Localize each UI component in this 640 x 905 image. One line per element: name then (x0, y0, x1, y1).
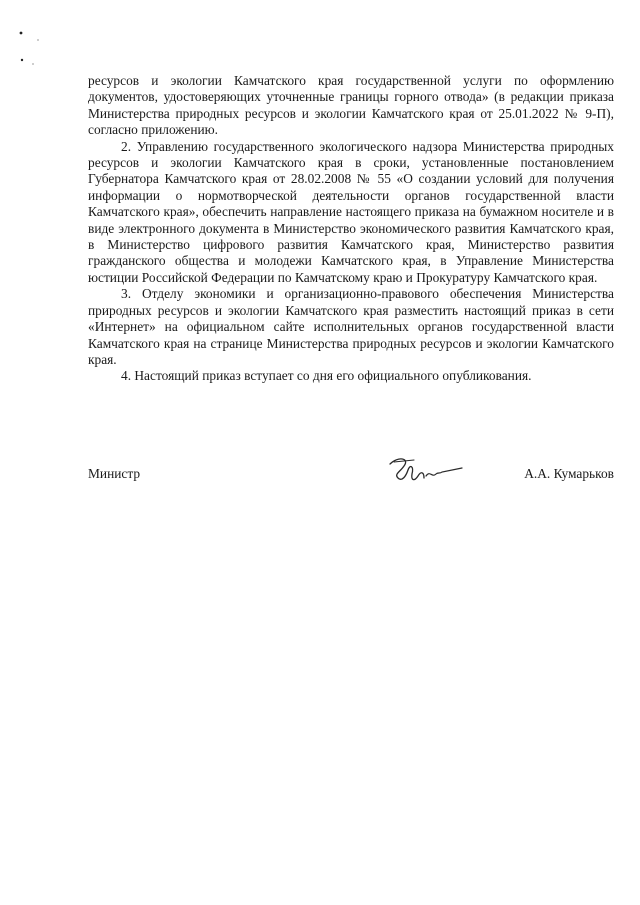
signature-block (88, 452, 614, 492)
signatory-role: Министр (88, 466, 141, 481)
paragraph-3: 3. Отделу экономики и организационно-правового обеспечения Министерства природных ресурсов и экологии Камчатского края разместить настоящий приказ в сети «Интернет» на официальном сайте исполнительных органов государственной власти Камчатского края на странице Министерства природных ресурсов и экологии Камчатского края. (88, 286, 614, 367)
paragraph-4: 4. Настоящий приказ вступает со дня его официального опубликования. (121, 368, 532, 384)
scan-specks (18, 30, 58, 70)
paragraph-2: 2. Управлению государственного экологического надзора Министерства природных ресурсов и экологии Камчатского края в сроки, установленные постановлением Губернатора Камчатского края от 28.02.2008 № 55 «О создании условий для получения информации о нормотворческой деятельности органов государственной власти Камчатского края», обеспечить направление настоящего приказа на бумажном носителе и в виде электронного документа в Министерство экономического развития Камчатского края, в Министерство цифрового развития Камчатского края, Министерство развития гражданского общества и молодежи Камчатского края, в Управление Министерства юстиции Российской Федерации по Камчатскому краю и Прокуратуру Камчатского края. (88, 138, 614, 285)
document-body (88, 73, 614, 385)
signatory-name: А.А. Кумарьков (524, 466, 614, 481)
paragraph-continuation: ресурсов и экологии Камчатского края государственной услуги по оформлению документов, удостоверяющих уточненные границы горного отвода» (в редакции приказа Министерства природных ресурсов и экологии Камчатского края от 25.01.2022 № 9-П), согласно приложению. (88, 73, 614, 138)
handwritten-signature (384, 452, 468, 488)
